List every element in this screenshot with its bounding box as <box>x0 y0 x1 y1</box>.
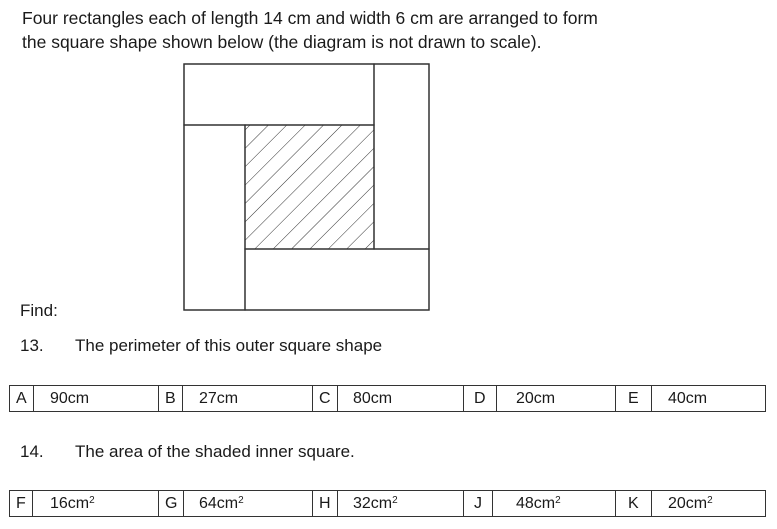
option-letter: G <box>158 491 184 516</box>
question-number: 13. <box>20 336 44 355</box>
superscript: 2 <box>707 495 713 506</box>
option-value <box>50 491 95 516</box>
option-letter: B <box>158 386 183 411</box>
option-letter: A <box>10 386 34 411</box>
question-text: The area of the shaded inner square. <box>75 442 355 461</box>
rectangle-right <box>374 64 429 249</box>
superscript: 2 <box>555 495 561 506</box>
square-diagram <box>183 63 431 313</box>
option-value-text: 16cm <box>50 495 90 512</box>
option-letter: K <box>615 491 652 516</box>
option-value-text: 32cm <box>353 495 393 512</box>
option-value <box>353 491 398 516</box>
option-value: 80cm <box>353 390 393 407</box>
rectangle-bottom <box>245 249 429 310</box>
intro-line-2: the square shape shown below (the diagram is not drawn to scale). <box>22 32 542 52</box>
option-letter: J <box>463 491 493 516</box>
shaded-inner-square <box>245 125 374 249</box>
question-number: 14. <box>20 442 44 461</box>
option-value-text: 64cm <box>199 495 239 512</box>
option-value: 40cm <box>668 390 708 407</box>
question-text: The perimeter of this outer square shape <box>75 336 383 355</box>
option-value-text: 48cm <box>516 495 556 512</box>
question-14 <box>20 442 355 462</box>
option-letter: D <box>463 386 497 411</box>
rectangle-top <box>184 64 374 125</box>
find-label: Find: <box>20 301 58 320</box>
option-value <box>668 491 713 516</box>
option-value: 20cm <box>516 390 556 407</box>
question-13 <box>20 336 382 356</box>
intro-line-1: Four rectangles each of length 14 cm and width 6 cm are arranged to form <box>22 8 598 28</box>
superscript: 2 <box>89 495 95 506</box>
option-letter: H <box>312 491 338 516</box>
answer-options-13 <box>9 385 766 412</box>
option-value: 27cm <box>199 390 239 407</box>
option-value <box>199 491 244 516</box>
option-value <box>516 491 561 516</box>
option-letter: F <box>10 491 33 516</box>
option-value-text: 20cm <box>668 495 708 512</box>
option-letter: C <box>312 386 338 411</box>
rectangle-left <box>184 125 245 310</box>
superscript: 2 <box>238 495 244 506</box>
option-value: 90cm <box>50 390 90 407</box>
problem-statement <box>22 6 598 54</box>
superscript: 2 <box>392 495 398 506</box>
option-letter: E <box>615 386 652 411</box>
answer-options-14 <box>9 490 766 517</box>
